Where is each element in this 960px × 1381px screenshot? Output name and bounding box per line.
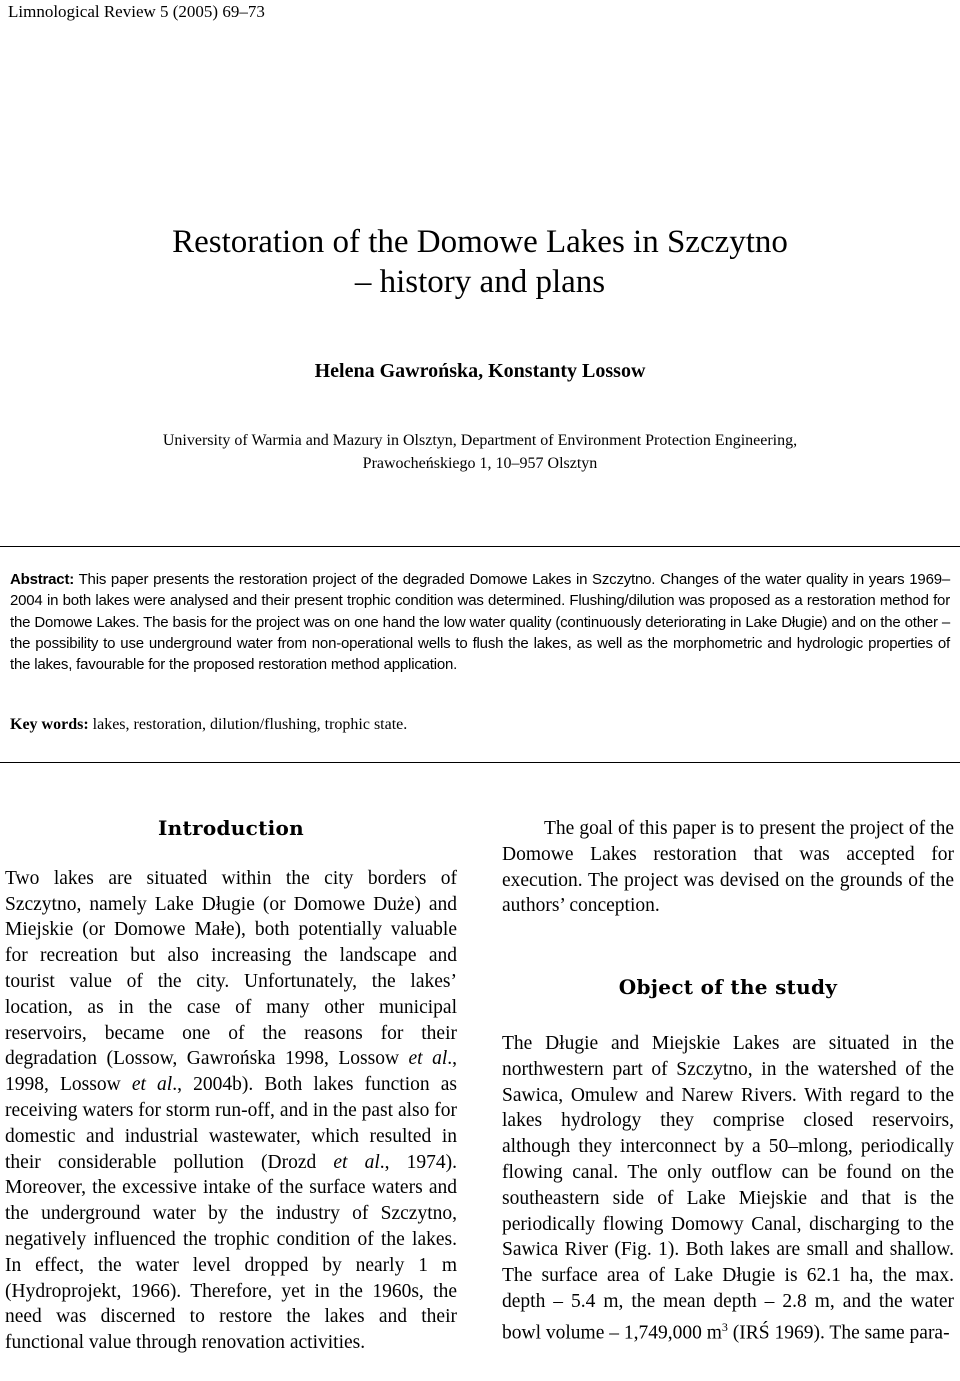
abstract [10,569,950,675]
title-line-2: – history and plans [354,264,606,300]
keywords-text: lakes, restoration, dilution/flushing, trophic state. [92,716,408,733]
affiliation [0,429,960,475]
goal-paragraph: The goal of this paper is to present the project of the Domowe Lakes restoration that was accepted for execution. The project was devised on the grounds of the authors’ conception. [502,818,954,917]
journal-citation: Limnological Review 5 (2005) 69–73 [8,2,265,21]
abstract-top-rule [0,546,960,547]
affiliation-line-1: University of Warmia and Mazury in Olsztyn, Department of Environment Protection Engineering, [162,432,798,449]
right-column [502,816,954,1346]
object-heading: Object of the study [618,975,838,1000]
abstract-bottom-rule [0,762,960,763]
object-paragraph: The Długie and Miejskie Lakes are situated in the northwestern part of Szczytno, in the watershed of the Sawica, Omulew and Narew Rivers. With regard to the lakes hydrology they comprise closed reservoirs, although they interconnect by a 50–mlong, periodically flowing canal. The only outflow can be found on the southeastern side of Lake Miejskie and that is the periodically flowing Domowy Canal, discharging to the Sawica River (Fig. 1). Both lakes are small and shallow. The surface area of Lake Długie is 62.1 ha, the max. depth – 5.4 m, the mean depth – 2.8 m, and the water bowl volume – 1,749,000 $m^3$ (IRŚ 1969). The same para- [502,1032,954,1344]
authors: Helena Gawrońska, Konstanty Lossow [314,360,646,382]
introduction-paragraph: Two lakes are situated within the city borders of Szczytno, namely Lake Długie (or Domowe Duże) and Miejskie (or Domowe Małe), both potentially valuable for recreation but also increasing the landscape and tourist value of the city. Unfortunately, the lakes’ location, as in the case of many other municipal reservoirs, became one of the reasons for their degradation (Lossow, Gawrońska 1998, Lossow et al., 1998, Lossow et al., 2004b). Both lakes function as receiving waters for storm run-off, and in the past also for domestic and industrial wastewater, which resulted in their considerable pollution (Drozd et al., 1974). Moreover, the excessive intake of the surface waters and the underground water by the industry of Szczytno, negatively influenced the trophic condition of the lakes. In effect, the water level dropped by nearly 1 m (Hydroprojekt, 1966). Therefore, yet in the 1960s, the need was discerned to restore the lakes and their functional value through renovation activities. [5,867,457,1354]
keywords [10,716,950,734]
introduction-heading: Introduction [157,816,305,840]
paper-title [0,222,960,302]
title-line-1: Restoration of the Domowe Lakes in Szczytno [172,224,788,260]
abstract-text: This paper presents the restoration project of the degraded Domowe Lakes in Szczytno. Changes of the water quality in years 1969–2004 in both lakes were analysed and their present trophic condition was determined. Flushing/dilution was proposed as a restoration method for the Domowe Lakes. The basis for the project was on one hand the low water quality (continuously deteriorating in Lake Długie) and on the other – the possibility to use underground water from non-operational wells to flush the lakes, as well as the morphometric and hydrologic properties of the lakes, favourable for the proposed restoration method application. [10,571,950,674]
keywords-label: Key words: [10,716,89,733]
left-column [5,816,457,1356]
abstract-label: Abstract: [10,571,75,588]
affiliation-line-2: Prawocheńskiego 1, 10–957 Olsztyn [362,455,598,472]
